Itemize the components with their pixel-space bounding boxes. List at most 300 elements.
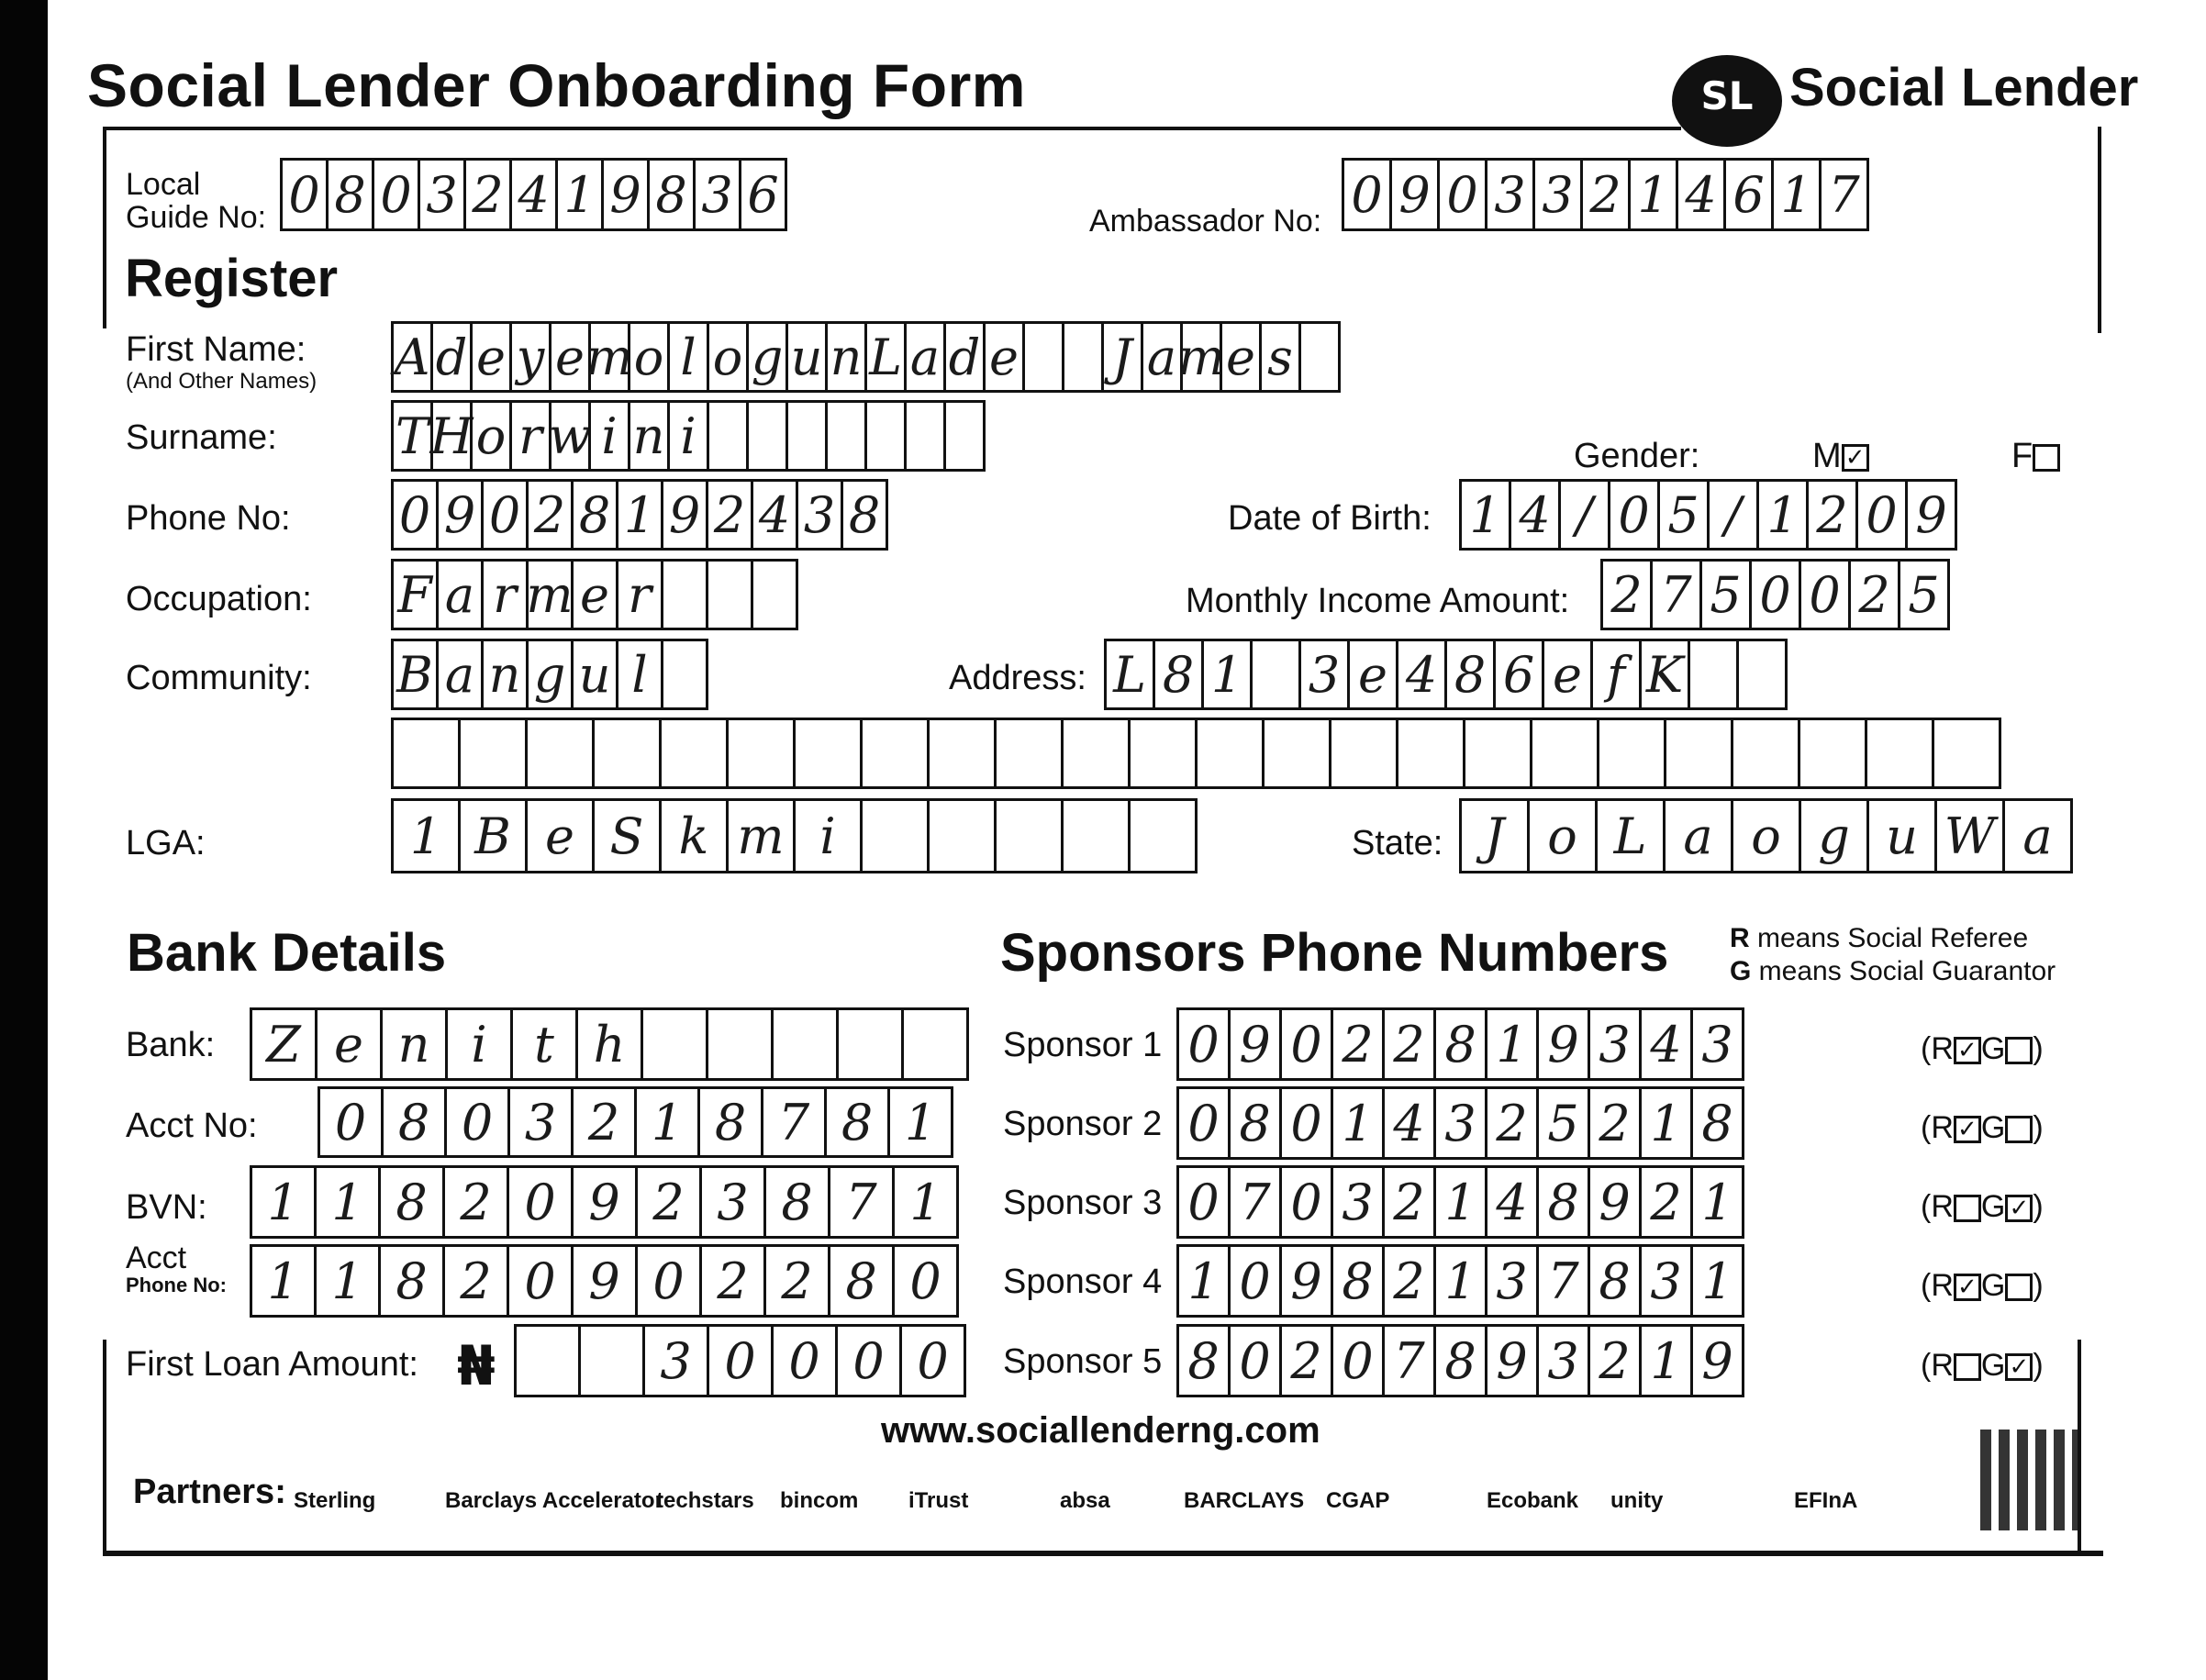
char-box[interactable]: 2: [442, 1165, 509, 1239]
char-box[interactable]: 1: [1433, 1244, 1487, 1318]
char-box[interactable]: 8: [378, 1165, 445, 1239]
char-box[interactable]: 7: [1228, 1165, 1282, 1239]
char-box[interactable]: 2: [706, 479, 753, 551]
char-box[interactable]: l: [616, 639, 663, 710]
char-box[interactable]: 9: [601, 158, 650, 231]
char-box[interactable]: 3: [699, 1165, 766, 1239]
char-box[interactable]: [825, 400, 867, 472]
char-box[interactable]: 1: [1485, 1007, 1539, 1081]
char-box[interactable]: w: [549, 400, 591, 472]
char-box[interactable]: 8: [1536, 1165, 1590, 1239]
char-box[interactable]: 4: [1509, 479, 1561, 551]
char-box[interactable]: [994, 718, 1064, 789]
char-box[interactable]: [994, 798, 1064, 873]
char-box[interactable]: 9: [1485, 1324, 1539, 1397]
char-box[interactable]: 2: [1331, 1007, 1385, 1081]
char-box[interactable]: [1463, 718, 1532, 789]
char-box[interactable]: 8: [841, 479, 888, 551]
char-box[interactable]: [706, 559, 753, 630]
char-box[interactable]: 4: [1485, 1165, 1539, 1239]
char-box[interactable]: 8: [1588, 1244, 1642, 1318]
char-box[interactable]: 1: [314, 1165, 381, 1239]
char-box[interactable]: [1329, 718, 1398, 789]
char-box[interactable]: 0: [372, 158, 420, 231]
char-box[interactable]: 8: [1433, 1324, 1487, 1397]
char-box[interactable]: 4: [1382, 1086, 1436, 1160]
char-box[interactable]: 5: [1536, 1086, 1590, 1160]
char-box[interactable]: 9: [1228, 1007, 1282, 1081]
char-box[interactable]: l: [667, 321, 709, 393]
char-box[interactable]: L: [1595, 798, 1666, 873]
char-box[interactable]: e: [315, 1007, 383, 1081]
website-link[interactable]: www.sociallenderng.com: [881, 1410, 1320, 1451]
address-line2-boxes[interactable]: [391, 718, 1999, 789]
gender-f-checkbox[interactable]: [2033, 444, 2060, 472]
char-box[interactable]: n: [380, 1007, 448, 1081]
char-box[interactable]: 2: [442, 1244, 509, 1318]
char-box[interactable]: A: [391, 321, 433, 393]
guarantor-checkbox[interactable]: [2005, 1037, 2033, 1064]
char-box[interactable]: 1: [1690, 1244, 1744, 1318]
char-box[interactable]: u: [785, 321, 828, 393]
char-box[interactable]: 8: [763, 1165, 830, 1239]
surname-boxes[interactable]: [391, 400, 983, 472]
char-box[interactable]: [927, 798, 997, 873]
sponsor-phone-boxes[interactable]: [1176, 1086, 1742, 1160]
char-box[interactable]: 1: [1331, 1086, 1385, 1160]
char-box[interactable]: 8: [571, 479, 618, 551]
char-box[interactable]: o: [470, 400, 512, 472]
guarantor-checkbox[interactable]: [2005, 1274, 2033, 1301]
char-box[interactable]: 3: [1433, 1086, 1487, 1160]
char-box[interactable]: 2: [1580, 158, 1631, 231]
char-box[interactable]: a: [904, 321, 946, 393]
char-box[interactable]: 1: [1176, 1244, 1231, 1318]
char-box[interactable]: 0: [1279, 1086, 1333, 1160]
char-box[interactable]: u: [571, 639, 618, 710]
char-box[interactable]: e: [1347, 639, 1398, 710]
char-box[interactable]: 3: [418, 158, 466, 231]
char-box[interactable]: 8: [1690, 1086, 1744, 1160]
char-box[interactable]: 6: [739, 158, 787, 231]
char-box[interactable]: 2: [1806, 479, 1858, 551]
local-guide-boxes[interactable]: [280, 158, 785, 231]
char-box[interactable]: 4: [1676, 158, 1726, 231]
char-box[interactable]: 9: [571, 1165, 638, 1239]
char-box[interactable]: 5: [1657, 479, 1710, 551]
char-box[interactable]: 0: [635, 1244, 702, 1318]
char-box[interactable]: 2: [1382, 1007, 1436, 1081]
bvn-boxes[interactable]: [250, 1165, 956, 1239]
char-box[interactable]: a: [2002, 798, 2073, 873]
char-box[interactable]: [1688, 639, 1739, 710]
char-box[interactable]: m: [726, 798, 796, 873]
char-box[interactable]: t: [510, 1007, 578, 1081]
referee-checkbox[interactable]: ✓: [1954, 1274, 1981, 1301]
char-box[interactable]: 3: [507, 1086, 574, 1158]
char-box[interactable]: 0: [1437, 158, 1487, 231]
char-box[interactable]: [1932, 718, 2001, 789]
char-box[interactable]: 0: [1608, 479, 1660, 551]
char-box[interactable]: g: [526, 639, 574, 710]
char-box[interactable]: 9: [1690, 1324, 1744, 1397]
char-box[interactable]: [1798, 718, 1867, 789]
char-box[interactable]: i: [793, 798, 863, 873]
char-box[interactable]: 9: [1536, 1007, 1590, 1081]
char-box[interactable]: [746, 400, 788, 472]
char-box[interactable]: 8: [828, 1244, 895, 1318]
char-box[interactable]: [706, 1007, 774, 1081]
char-box[interactable]: [726, 718, 796, 789]
char-box[interactable]: [1530, 718, 1599, 789]
guarantor-checkbox[interactable]: [2005, 1116, 2033, 1143]
char-box[interactable]: 3: [1331, 1165, 1385, 1239]
char-box[interactable]: 4: [1396, 639, 1447, 710]
char-box[interactable]: 2: [1485, 1086, 1539, 1160]
char-box[interactable]: 2: [1639, 1165, 1693, 1239]
char-box[interactable]: 7: [1382, 1324, 1436, 1397]
char-box[interactable]: r: [509, 400, 552, 472]
char-box[interactable]: f: [1590, 639, 1642, 710]
occupation-boxes[interactable]: [391, 559, 796, 630]
char-box[interactable]: 7: [1819, 158, 1869, 231]
char-box[interactable]: o: [1731, 798, 1801, 873]
char-box[interactable]: m: [588, 321, 630, 393]
char-box[interactable]: 3: [1536, 1324, 1590, 1397]
char-box[interactable]: 0: [1176, 1165, 1231, 1239]
char-box[interactable]: 1: [1756, 479, 1809, 551]
char-box[interactable]: n: [628, 400, 670, 472]
char-box[interactable]: 3: [1485, 1244, 1539, 1318]
char-box[interactable]: 3: [693, 158, 741, 231]
char-box[interactable]: i: [445, 1007, 513, 1081]
char-box[interactable]: 2: [1279, 1324, 1333, 1397]
char-box[interactable]: [1865, 718, 1934, 789]
char-box[interactable]: 3: [796, 479, 843, 551]
char-box[interactable]: a: [1663, 798, 1733, 873]
phone-boxes[interactable]: [391, 479, 886, 551]
char-box[interactable]: 7: [761, 1086, 827, 1158]
char-box[interactable]: e: [549, 321, 591, 393]
char-box[interactable]: 7: [1650, 559, 1702, 630]
char-box[interactable]: 9: [661, 479, 708, 551]
char-box[interactable]: /: [1558, 479, 1610, 551]
char-box[interactable]: [514, 1324, 581, 1397]
char-box[interactable]: 1: [1771, 158, 1822, 231]
char-box[interactable]: [943, 400, 986, 472]
char-box[interactable]: e: [1220, 321, 1262, 393]
char-box[interactable]: r: [481, 559, 529, 630]
referee-checkbox[interactable]: [1954, 1195, 1981, 1222]
char-box[interactable]: [1664, 718, 1733, 789]
char-box[interactable]: e: [571, 559, 618, 630]
char-box[interactable]: [785, 400, 828, 472]
first-name-boxes[interactable]: [391, 321, 1338, 393]
char-box[interactable]: s: [1259, 321, 1301, 393]
char-box[interactable]: 0: [1799, 559, 1851, 630]
char-box[interactable]: 1: [1639, 1086, 1693, 1160]
lga-boxes[interactable]: [391, 798, 1195, 873]
char-box[interactable]: 9: [1905, 479, 1957, 551]
char-box[interactable]: 2: [1600, 559, 1653, 630]
address-line1-boxes[interactable]: [1104, 639, 1785, 710]
char-box[interactable]: i: [588, 400, 630, 472]
char-box[interactable]: [1022, 321, 1064, 393]
char-box[interactable]: K: [1639, 639, 1690, 710]
community-boxes[interactable]: [391, 639, 706, 710]
char-box[interactable]: 1: [250, 1165, 317, 1239]
monthly-income-boxes[interactable]: [1600, 559, 1947, 630]
sponsor-rg-choice[interactable]: [1921, 1031, 2044, 1067]
char-box[interactable]: 4: [751, 479, 798, 551]
char-box[interactable]: 2: [571, 1086, 637, 1158]
char-box[interactable]: h: [575, 1007, 643, 1081]
char-box[interactable]: [1128, 718, 1198, 789]
char-box[interactable]: [1396, 718, 1465, 789]
char-box[interactable]: 0: [1855, 479, 1908, 551]
char-box[interactable]: [641, 1007, 708, 1081]
char-box[interactable]: /: [1707, 479, 1759, 551]
char-box[interactable]: L: [864, 321, 907, 393]
char-box[interactable]: [1128, 798, 1198, 873]
char-box[interactable]: e: [525, 798, 595, 873]
char-box[interactable]: 4: [1639, 1007, 1693, 1081]
char-box[interactable]: B: [458, 798, 528, 873]
char-box[interactable]: 0: [444, 1086, 510, 1158]
bank-boxes[interactable]: [250, 1007, 966, 1081]
char-box[interactable]: [661, 639, 708, 710]
char-box[interactable]: [771, 1007, 839, 1081]
referee-checkbox[interactable]: [1954, 1353, 1981, 1381]
char-box[interactable]: L: [1104, 639, 1155, 710]
gender-m-checkbox[interactable]: ✓: [1842, 444, 1869, 472]
char-box[interactable]: n: [481, 639, 529, 710]
char-box[interactable]: 0: [1279, 1007, 1333, 1081]
char-box[interactable]: 0: [1331, 1324, 1385, 1397]
char-box[interactable]: k: [659, 798, 729, 873]
char-box[interactable]: 1: [1628, 158, 1678, 231]
char-box[interactable]: B: [391, 639, 439, 710]
first-loan-boxes[interactable]: [514, 1324, 964, 1397]
char-box[interactable]: 3: [1532, 158, 1583, 231]
char-box[interactable]: 0: [1749, 559, 1801, 630]
char-box[interactable]: 8: [1331, 1244, 1385, 1318]
char-box[interactable]: [391, 718, 461, 789]
char-box[interactable]: [1061, 718, 1131, 789]
char-box[interactable]: [751, 559, 798, 630]
char-box[interactable]: 0: [507, 1244, 574, 1318]
char-box[interactable]: 9: [1389, 158, 1440, 231]
char-box[interactable]: 0: [899, 1324, 966, 1397]
char-box[interactable]: 0: [1176, 1007, 1231, 1081]
char-box[interactable]: [927, 718, 997, 789]
char-box[interactable]: 2: [763, 1244, 830, 1318]
char-box[interactable]: y: [509, 321, 552, 393]
char-box[interactable]: 2: [1588, 1086, 1642, 1160]
char-box[interactable]: 3: [642, 1324, 709, 1397]
char-box[interactable]: 0: [318, 1086, 384, 1158]
char-box[interactable]: d: [430, 321, 473, 393]
char-box[interactable]: 8: [1444, 639, 1496, 710]
char-box[interactable]: a: [436, 559, 484, 630]
state-boxes[interactable]: [1459, 798, 2070, 873]
char-box[interactable]: [836, 1007, 904, 1081]
char-box[interactable]: 3: [1588, 1007, 1642, 1081]
guarantor-checkbox[interactable]: ✓: [2005, 1353, 2033, 1381]
char-box[interactable]: n: [825, 321, 867, 393]
char-box[interactable]: 8: [1433, 1007, 1487, 1081]
char-box[interactable]: 0: [707, 1324, 774, 1397]
acct-boxes[interactable]: [318, 1086, 951, 1158]
char-box[interactable]: e: [470, 321, 512, 393]
char-box[interactable]: 3: [1639, 1244, 1693, 1318]
char-box[interactable]: 2: [463, 158, 512, 231]
char-box[interactable]: [860, 798, 930, 873]
char-box[interactable]: 2: [1382, 1244, 1436, 1318]
char-box[interactable]: [578, 1324, 645, 1397]
char-box[interactable]: F: [391, 559, 439, 630]
char-box[interactable]: 0: [892, 1244, 959, 1318]
sponsor-rg-choice[interactable]: [1921, 1268, 2044, 1304]
char-box[interactable]: [904, 400, 946, 472]
char-box[interactable]: 0: [1176, 1086, 1231, 1160]
char-box[interactable]: 1: [634, 1086, 700, 1158]
char-box[interactable]: 0: [1228, 1244, 1282, 1318]
char-box[interactable]: [1597, 718, 1666, 789]
char-box[interactable]: 0: [1228, 1324, 1282, 1397]
char-box[interactable]: 2: [699, 1244, 766, 1318]
char-box[interactable]: 7: [1536, 1244, 1590, 1318]
char-box[interactable]: 2: [1848, 559, 1900, 630]
gender-f-option[interactable]: [2011, 437, 2060, 476]
char-box[interactable]: u: [1866, 798, 1937, 873]
guarantor-checkbox[interactable]: ✓: [2005, 1195, 2033, 1222]
char-box[interactable]: 1: [1690, 1165, 1744, 1239]
char-box[interactable]: J: [1459, 798, 1530, 873]
sponsor-rg-choice[interactable]: [1921, 1348, 2044, 1384]
char-box[interactable]: T: [391, 400, 433, 472]
gender-m-option[interactable]: [1812, 437, 1869, 476]
char-box[interactable]: 5: [1898, 559, 1950, 630]
char-box[interactable]: 8: [378, 1244, 445, 1318]
dob-boxes[interactable]: [1459, 479, 1955, 551]
char-box[interactable]: 1: [314, 1244, 381, 1318]
char-box[interactable]: 2: [1382, 1165, 1436, 1239]
char-box[interactable]: [1061, 798, 1131, 873]
char-box[interactable]: 0: [835, 1324, 902, 1397]
char-box[interactable]: 0: [771, 1324, 838, 1397]
char-box[interactable]: 0: [280, 158, 329, 231]
char-box[interactable]: 0: [1279, 1165, 1333, 1239]
char-box[interactable]: 9: [571, 1244, 638, 1318]
char-box[interactable]: 8: [1153, 639, 1204, 710]
char-box[interactable]: 1: [1201, 639, 1253, 710]
char-box[interactable]: i: [667, 400, 709, 472]
sponsor-phone-boxes[interactable]: [1176, 1324, 1742, 1397]
char-box[interactable]: o: [628, 321, 670, 393]
char-box[interactable]: [659, 718, 729, 789]
char-box[interactable]: [1195, 718, 1265, 789]
char-box[interactable]: [1062, 321, 1104, 393]
char-box[interactable]: S: [592, 798, 662, 873]
char-box[interactable]: [1731, 718, 1800, 789]
char-box[interactable]: 2: [526, 479, 574, 551]
char-box[interactable]: 1: [555, 158, 604, 231]
char-box[interactable]: 5: [1699, 559, 1752, 630]
char-box[interactable]: 6: [1493, 639, 1544, 710]
char-box[interactable]: [1262, 718, 1331, 789]
char-box[interactable]: 8: [326, 158, 374, 231]
char-box[interactable]: 8: [381, 1086, 447, 1158]
char-box[interactable]: [661, 559, 708, 630]
char-box[interactable]: 9: [1588, 1165, 1642, 1239]
char-box[interactable]: m: [526, 559, 574, 630]
char-box[interactable]: 9: [436, 479, 484, 551]
char-box[interactable]: [1736, 639, 1788, 710]
char-box[interactable]: g: [1799, 798, 1869, 873]
char-box[interactable]: [592, 718, 662, 789]
char-box[interactable]: d: [943, 321, 986, 393]
char-box[interactable]: o: [707, 321, 749, 393]
char-box[interactable]: [860, 718, 930, 789]
char-box[interactable]: 0: [391, 479, 439, 551]
char-box[interactable]: 1: [1459, 479, 1511, 551]
char-box[interactable]: 3: [1485, 158, 1535, 231]
referee-checkbox[interactable]: ✓: [1954, 1037, 1981, 1064]
char-box[interactable]: o: [1527, 798, 1598, 873]
char-box[interactable]: W: [1934, 798, 2005, 873]
char-box[interactable]: 8: [824, 1086, 890, 1158]
char-box[interactable]: 4: [509, 158, 558, 231]
char-box[interactable]: g: [746, 321, 788, 393]
sponsor-phone-boxes[interactable]: [1176, 1007, 1742, 1081]
char-box[interactable]: 1: [616, 479, 663, 551]
char-box[interactable]: 1: [391, 798, 461, 873]
sponsor-rg-choice[interactable]: [1921, 1110, 2044, 1146]
char-box[interactable]: [901, 1007, 969, 1081]
char-box[interactable]: 1: [887, 1086, 953, 1158]
char-box[interactable]: a: [1141, 321, 1183, 393]
sponsor-phone-boxes[interactable]: [1176, 1244, 1742, 1318]
char-box[interactable]: [525, 718, 595, 789]
char-box[interactable]: 9: [1279, 1244, 1333, 1318]
char-box[interactable]: e: [1542, 639, 1593, 710]
char-box[interactable]: 2: [1588, 1324, 1642, 1397]
char-box[interactable]: [1298, 321, 1341, 393]
char-box[interactable]: 1: [1433, 1165, 1487, 1239]
char-box[interactable]: [707, 400, 749, 472]
sponsor-rg-choice[interactable]: [1921, 1189, 2044, 1225]
referee-checkbox[interactable]: ✓: [1954, 1116, 1981, 1143]
ambassador-boxes[interactable]: [1342, 158, 1866, 231]
char-box[interactable]: 3: [1690, 1007, 1744, 1081]
char-box[interactable]: 2: [635, 1165, 702, 1239]
char-box[interactable]: Z: [250, 1007, 318, 1081]
char-box[interactable]: 0: [481, 479, 529, 551]
char-box[interactable]: 8: [647, 158, 696, 231]
char-box[interactable]: [458, 718, 528, 789]
char-box[interactable]: r: [616, 559, 663, 630]
char-box[interactable]: m: [1180, 321, 1222, 393]
char-box[interactable]: 0: [507, 1165, 574, 1239]
char-box[interactable]: 1: [892, 1165, 959, 1239]
char-box[interactable]: 7: [828, 1165, 895, 1239]
char-box[interactable]: H: [430, 400, 473, 472]
char-box[interactable]: 1: [250, 1244, 317, 1318]
sponsor-phone-boxes[interactable]: [1176, 1165, 1742, 1239]
char-box[interactable]: [1250, 639, 1301, 710]
char-box[interactable]: 1: [1639, 1324, 1693, 1397]
